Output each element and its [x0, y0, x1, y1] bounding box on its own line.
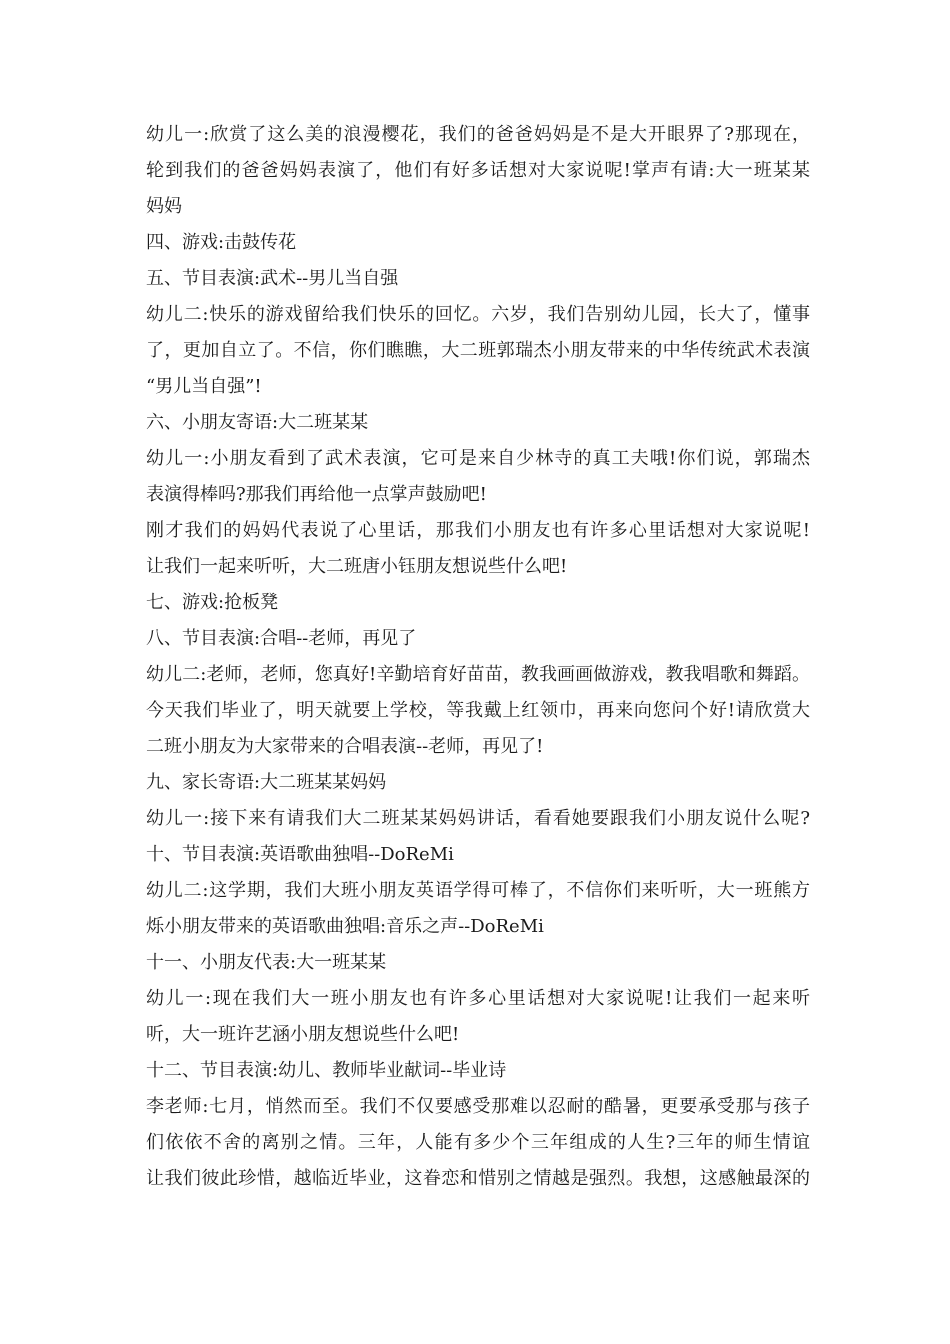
text-line: 五、节目表演:武术--男儿当自强: [146, 268, 399, 289]
text-line: 十、节目表演:英语歌曲独唱--DoReMi: [146, 844, 454, 865]
text-line: 四、游戏:击鼓传花: [146, 232, 297, 253]
text-line: 李老师:七月，悄然而至。我们不仅要感受那难以忍耐的酷暑，更要承受那与孩子: [146, 1096, 810, 1117]
text-line: 六、小朋友寄语:大二班某某: [146, 412, 369, 433]
text-line: 幼儿二:这学期，我们大班小朋友英语学得可棒了，不信你们来听听，大一班熊方: [146, 880, 810, 901]
text-line: 十二、节目表演:幼儿、教师毕业献词--毕业诗: [146, 1060, 507, 1081]
text-line: 九、家长寄语:大二班某某妈妈: [146, 772, 387, 793]
text-line: 十一、小朋友代表:大一班某某: [146, 952, 387, 973]
document-body: [146, 117, 810, 1197]
text-line: 今天我们毕业了，明天就要上学校，等我戴上红领巾，再来向您问个好!请欣赏大: [146, 700, 810, 721]
text-line: 烁小朋友带来的英语歌曲独唱:音乐之声--DoReMi: [146, 916, 544, 937]
text-line: 表演得棒吗?那我们再给他一点掌声鼓励吧!: [146, 484, 487, 505]
text-line: 轮到我们的爸爸妈妈表演了，他们有好多话想对大家说呢!掌声有请:大一班某某: [146, 160, 810, 181]
text-line: 刚才我们的妈妈代表说了心里话，那我们小朋友也有许多心里话想对大家说呢!: [146, 520, 810, 541]
text-line: 妈妈: [146, 196, 182, 217]
text-line: “男儿当自强”!: [146, 376, 262, 397]
text-line: 二班小朋友为大家带来的合唱表演--老师，再见了!: [146, 736, 544, 757]
text-line: 七、游戏:抢板凳: [146, 592, 279, 613]
text-line: 让我们彼此珍惜，越临近毕业，这眷恋和惜别之情越是强烈。我想，这感触最深的: [146, 1168, 810, 1189]
text-line: 让我们一起来听听，大二班唐小钰朋友想说些什么吧!: [146, 556, 568, 577]
text-line: 幼儿一:现在我们大一班小朋友也有许多心里话想对大家说呢!让我们一起来听: [146, 988, 810, 1009]
text-line: 幼儿二:快乐的游戏留给我们快乐的回忆。六岁，我们告别幼儿园，长大了，懂事: [146, 304, 810, 325]
text-line: 们依依不舍的离别之情。三年，人能有多少个三年组成的人生?三年的师生情谊: [146, 1132, 810, 1153]
text-line: 了，更加自立了。不信，你们瞧瞧，大二班郭瑞杰小朋友带来的中华传统武术表演: [146, 340, 810, 361]
text-line: 幼儿一:欣赏了这么美的浪漫樱花，我们的爸爸妈妈是不是大开眼界了?那现在，: [146, 124, 810, 145]
text-line: 幼儿二:老师，老师，您真好!辛勤培育好苗苗，教我画画做游戏，教我唱歌和舞蹈。: [146, 664, 810, 685]
text-line: 幼儿一:接下来有请我们大二班某某妈妈讲话，看看她要跟我们小朋友说什么呢?: [146, 808, 810, 829]
text-line: 幼儿一:小朋友看到了武术表演，它可是来自少林寺的真工夫哦!你们说，郭瑞杰: [146, 448, 810, 469]
text-line: 听，大一班许艺涵小朋友想说些什么吧!: [146, 1024, 460, 1045]
text-line: 八、节目表演:合唱--老师，再见了: [146, 628, 417, 649]
